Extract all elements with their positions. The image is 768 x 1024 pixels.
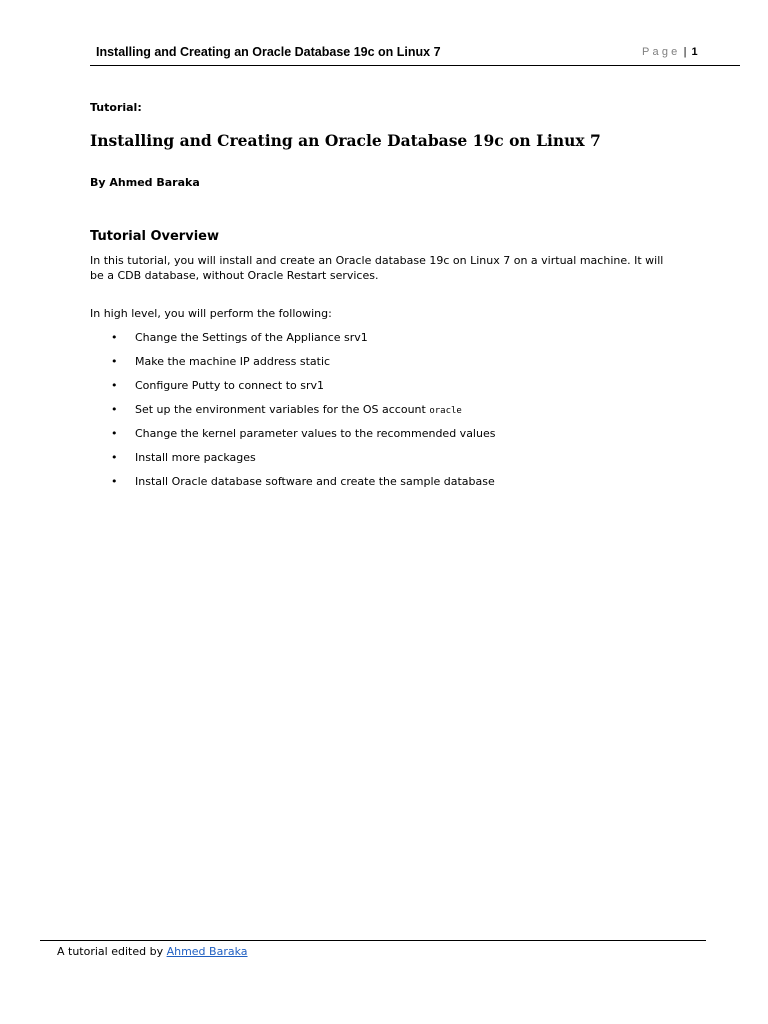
lead-paragraph: In high level, you will perform the following:	[90, 307, 332, 320]
page-footer	[57, 945, 248, 958]
footer-divider	[40, 940, 706, 941]
page-label: Page	[642, 46, 681, 58]
bullet-icon: •	[111, 355, 118, 368]
list-item	[90, 378, 690, 402]
list-item	[90, 426, 690, 450]
page-header	[90, 44, 740, 66]
list-item-text: Install more packages	[135, 451, 256, 464]
list-item-text: Change the kernel parameter values to the recommended values	[135, 427, 496, 440]
page-indicator	[642, 46, 698, 58]
bullet-icon: •	[111, 403, 118, 416]
bullet-icon: •	[111, 451, 118, 464]
author-line: By Ahmed Baraka	[90, 176, 200, 189]
section-heading: Tutorial Overview	[90, 229, 219, 244]
author-link[interactable]: Ahmed Baraka	[166, 945, 248, 958]
document-title: Installing and Creating an Oracle Database 19c on Linux 7	[90, 131, 601, 150]
bullet-icon: •	[111, 379, 118, 392]
list-item-text: Install Oracle database software and create the sample database	[135, 475, 495, 488]
page-number: 1	[691, 46, 698, 58]
list-item	[90, 474, 690, 498]
list-item-text: Change the Settings of the Appliance srv1	[135, 331, 368, 344]
header-title: Installing and Creating an Oracle Database 19c on Linux 7	[96, 45, 441, 59]
bullet-icon: •	[111, 427, 118, 440]
page-separator: |	[683, 46, 687, 58]
list-item-text: Make the machine IP address static	[135, 355, 331, 368]
intro-paragraph: In this tutorial, you will install and create an Oracle database 19c on Linux 7 on a virtual machine. It will be a CDB database, without Oracle Restart services.	[90, 254, 664, 282]
bullet-icon: •	[111, 331, 118, 344]
list-item	[90, 330, 690, 354]
list-item-text: Configure Putty to connect to srv1	[135, 379, 325, 392]
list-item	[90, 402, 690, 426]
footer-prefix: A tutorial edited by	[57, 945, 167, 958]
tutorial-label: Tutorial:	[90, 101, 142, 114]
list-item-text-with-code	[135, 402, 462, 419]
list-item	[90, 354, 690, 378]
bullet-icon: •	[111, 475, 118, 488]
os-account-code: oracle	[429, 406, 462, 416]
list-item	[90, 450, 690, 474]
steps-list	[90, 330, 690, 498]
list-item-text: Set up the environment variables for the OS account	[135, 403, 430, 416]
